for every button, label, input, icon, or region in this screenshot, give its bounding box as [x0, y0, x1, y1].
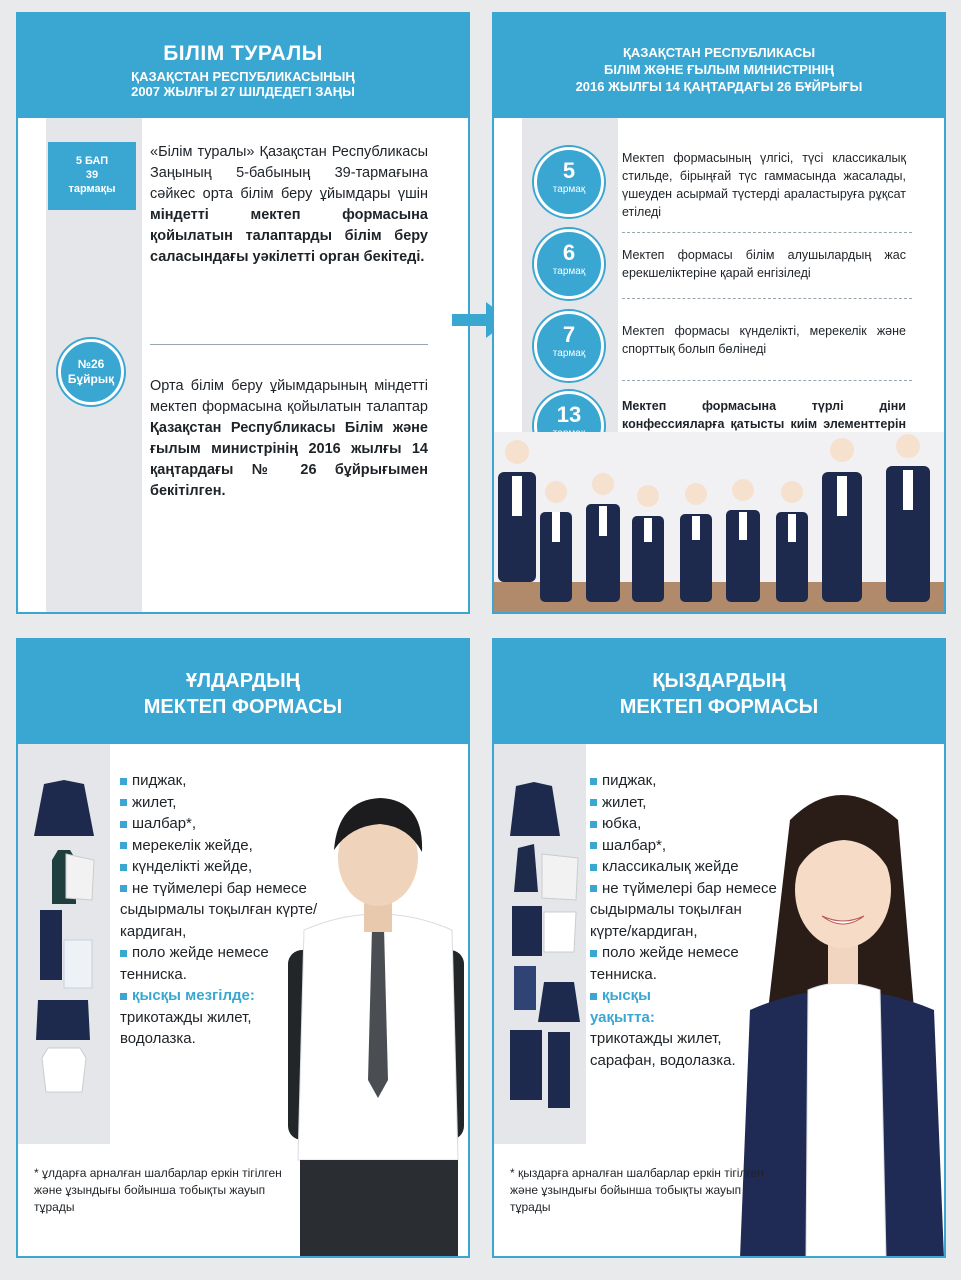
list-item-text: күнделікті жейде,: [132, 858, 253, 875]
panel-header: [494, 640, 944, 744]
bullet-icon: [590, 821, 597, 828]
item-separator: [622, 380, 912, 381]
bullet-icon: [590, 993, 597, 1000]
item-number: 6: [562, 240, 576, 265]
list-item-text: шалбар*,: [602, 836, 667, 854]
item-circle-5: [534, 147, 604, 217]
footnote: * қыздарға арналған шалбарлар еркін тігілген және ұзындығы бойынша тобықты жауып тұрады: [510, 1166, 764, 1214]
bullet-icon: [120, 778, 127, 785]
panel-girls-uniform: [492, 638, 946, 1258]
bullet-icon: [120, 950, 127, 957]
item-label: тармақ: [552, 266, 586, 277]
season-text: трикотажды жилет, водолазка.: [120, 1008, 252, 1047]
panel-title-line3: 2016 ЖЫЛҒЫ 14 ҚАҢТАРДАҒЫ 26 БҰЙРЫҒЫ: [575, 79, 863, 94]
footnote: * ұлдарға арналған шалбарлар еркін тігілген және ұзындығы бойынша тобықты жауып тұрады: [34, 1166, 282, 1214]
item-text: Мектеп формасына түрлі діни конфессияларға қатысты киім элементтерін: [622, 399, 906, 431]
list-item-text: юбка,: [602, 815, 642, 832]
boy-photo-image: [268, 780, 468, 1258]
item-text: Мектеп формасының үлгісі, түсі классикалық стильде, бірыңғай түс гаммасында жасалады, үшеуден асырмай түстерді араластыруға рұқсат етіледі: [622, 151, 906, 219]
bullet-icon: [590, 799, 597, 806]
text-normal: Орта білім беру ұйымдарының міндетті мектеп формасына қойылатын талаптар: [150, 378, 428, 415]
divider: [150, 344, 428, 345]
item-number: 13: [556, 402, 582, 427]
panel-title-line2: МЕКТЕП ФОРМАСЫ: [143, 696, 343, 718]
item-circle-6: [534, 229, 604, 299]
list-item-text: поло жейде немесе тенниска.: [120, 944, 269, 983]
bullet-icon: [590, 885, 597, 892]
season-label: қысқы: [602, 987, 651, 1004]
panel-header: [494, 14, 944, 118]
panel-title-line2: БІЛІМ ЖӘНЕ ҒЫЛЫМ МИНИСТРІНІҢ: [604, 62, 834, 77]
panel-header: [18, 14, 468, 118]
season-label-2: уақытта:: [590, 1008, 655, 1026]
item-separator: [622, 232, 912, 233]
badge-line: 39: [85, 169, 99, 181]
item-number: 5: [562, 158, 576, 183]
badge-line: тармақы: [68, 183, 116, 195]
panel-education-law: [16, 12, 470, 614]
season-label: қысқы мезгілде:: [132, 987, 255, 1004]
list-item-text: жилет,: [602, 793, 647, 811]
item-text: Мектеп формасы білім алушылардың жас ерекшеліктеріне қарай енгізіледі: [622, 248, 906, 280]
item-label: тармақ: [552, 348, 586, 359]
students-group-image: [494, 432, 944, 612]
boys-clothing-items-image: [30, 780, 98, 1100]
bullet-icon: [590, 778, 597, 785]
bullet-icon: [590, 842, 597, 849]
list-item-text: шалбар*,: [132, 815, 197, 832]
text-bold: Қазақстан Республикасы Білім және ғылым министрінің 2016 жылғы 14 қаңтардағы № 26 бұйрығымен бекітілген.: [150, 420, 428, 499]
list-item-text: поло жейде немесе тенниска.: [590, 944, 739, 983]
panel-subtitle-line1: ҚАЗАҚСТАН РЕСПУБЛИКАСЫНЫҢ: [131, 69, 355, 84]
item-text: Мектеп формасы күнделікті, мерекелік және спорттық болып бөлінеді: [622, 324, 906, 356]
panel-title-line2: МЕКТЕП ФОРМАСЫ: [619, 696, 819, 718]
item-separator: [622, 298, 912, 299]
bullet-icon: [590, 864, 597, 871]
list-item-text: пиджак,: [132, 772, 187, 789]
panel-header: [18, 640, 468, 744]
order-badge: [58, 339, 124, 405]
badge-line: №26: [77, 357, 105, 371]
list-item-text: классикалық жейде: [602, 858, 739, 875]
article-badge: [48, 142, 136, 210]
panel-boys-uniform: [16, 638, 470, 1258]
panel-title-line1: ҰЛДАРДЫҢ: [185, 670, 301, 692]
season-text: трикотажды жилет, сарафан, водолазка.: [590, 1030, 736, 1069]
item-number: 7: [562, 322, 576, 347]
list-item-text: пиджак,: [602, 772, 657, 789]
panel-title-line1: ҚЫЗДАРДЫҢ: [652, 670, 786, 692]
list-item-text: не түймелері бар немесе сыдырмалы тоқылған күрте/кардиган,: [590, 879, 777, 940]
law-paragraph-1: [150, 142, 428, 268]
panel-ministry-order: [492, 12, 946, 614]
panel-title-line1: ҚАЗАҚСТАН РЕСПУБЛИКАСЫ: [622, 45, 816, 60]
list-item-text: мерекелік жейде,: [132, 836, 253, 854]
bullet-icon: [120, 993, 127, 1000]
law-paragraph-2: [150, 376, 428, 502]
badge-line: Бұйрық: [67, 372, 115, 386]
girls-clothing-items-image: [504, 782, 584, 1112]
bullet-icon: [120, 842, 127, 849]
item-label: тармақ: [552, 184, 586, 195]
bullet-icon: [120, 864, 127, 871]
item-circle-7: [534, 311, 604, 381]
list-item-text: не түймелері бар немесе сыдырмалы тоқылған күрте/кардиган,: [120, 879, 318, 940]
list-item-text: жилет,: [132, 793, 177, 811]
badge-line: 5 БАП: [75, 155, 109, 167]
bullet-icon: [590, 950, 597, 957]
bullet-icon: [120, 885, 127, 892]
panel-title: БІЛІМ ТУРАЛЫ: [163, 42, 323, 65]
bullet-icon: [120, 799, 127, 806]
bullet-icon: [120, 821, 127, 828]
text-bold: міндетті мектеп формасына қойылатын талаптарды білім беру саласындағы уәкілетті орган бекітеді.: [150, 207, 428, 265]
panel-subtitle-line2: 2007 ЖЫЛҒЫ 27 ШІЛДЕДЕГІ ЗАҢЫ: [131, 84, 355, 99]
text-normal: «Білім туралы» Қазақстан Республикасы Заңының 5-бабының 39-тармағына сәйкес орта білім беру ұйымдары үшін: [150, 144, 428, 202]
